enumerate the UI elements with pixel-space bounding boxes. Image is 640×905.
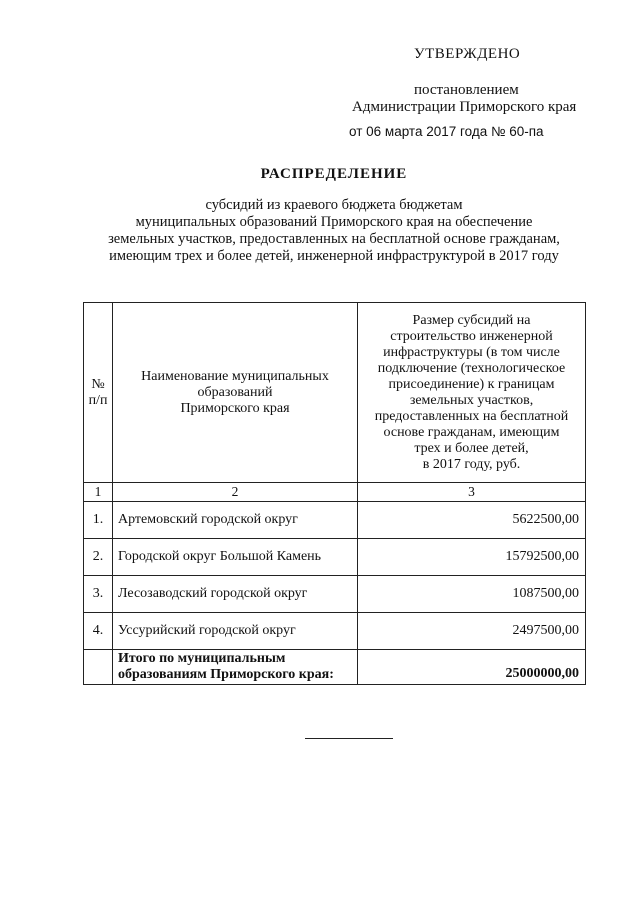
header-number: № п/п [84, 303, 113, 483]
document-subtitle [60, 197, 608, 265]
table-header-row [84, 303, 586, 483]
total-amount: 25000000,00 [358, 650, 586, 685]
subtitle-line: муниципальных образований Приморского края на обеспечение [135, 214, 533, 230]
table-row [84, 502, 586, 539]
approval-line-2: Администрации Приморского края [352, 99, 577, 115]
column-number: 1 [84, 483, 113, 502]
subtitle-line: субсидий из краевого бюджета бюджетам [205, 197, 463, 213]
subtitle-line: имеющим трех и более детей, инженерной инфраструктурой в 2017 году [109, 248, 559, 264]
total-number [84, 650, 113, 685]
header-subsidy-amount: Размер субсидий на строительство инженерной инфраструктуры (в том числе подключение (технологическое присоединение) к границам земельных участков, предоставленных на бесплатной основе гражданам, имеющим трех и более детей, в 2017 году, руб. [358, 303, 586, 483]
table-total-row [84, 650, 586, 685]
row-amount: 1087500,00 [358, 576, 586, 613]
column-number: 2 [113, 483, 358, 502]
column-number-row [84, 483, 586, 502]
column-number: 3 [358, 483, 586, 502]
row-amount: 5622500,00 [358, 502, 586, 539]
row-amount: 2497500,00 [358, 613, 586, 650]
row-number: 3. [84, 576, 113, 613]
subsidy-table [83, 302, 586, 685]
row-municipality: Лесозаводский городской округ [113, 576, 358, 613]
table-row [84, 539, 586, 576]
document-title: РАСПРЕДЕЛЕНИЕ [260, 166, 408, 182]
table-row [84, 613, 586, 650]
total-label: Итого по муниципальным образованиям Приморского края: [113, 650, 358, 685]
row-amount: 15792500,00 [358, 539, 586, 576]
approval-title: УТВЕРЖДЕНО [414, 46, 521, 62]
approval-line-1: постановлением [414, 82, 519, 98]
approval-date-number: от 06 марта 2017 года № 60-па [349, 124, 544, 139]
row-number: 4. [84, 613, 113, 650]
row-municipality: Уссурийский городской округ [113, 613, 358, 650]
separator-line [305, 738, 393, 739]
row-municipality: Городской округ Большой Камень [113, 539, 358, 576]
header-municipality: Наименование муниципальных образований Приморского края [113, 303, 358, 483]
row-number: 2. [84, 539, 113, 576]
subtitle-line: земельных участков, предоставленных на бесплатной основе гражданам, [108, 231, 560, 247]
row-number: 1. [84, 502, 113, 539]
row-municipality: Артемовский городской округ [113, 502, 358, 539]
table-row [84, 576, 586, 613]
